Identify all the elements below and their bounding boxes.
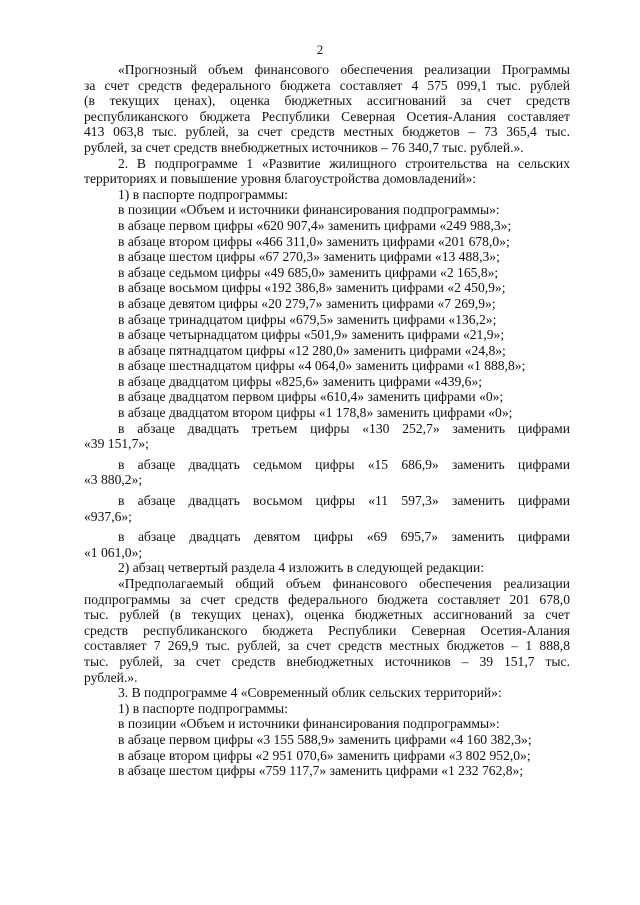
text-line: подпрограммы за счет средств федерального бюджета составляет 201 678,0 <box>84 591 570 607</box>
text-line: в абзаце двадцатом втором цифры «1 178,8» заменить цифрами «0»; <box>118 405 513 421</box>
text-line: в абзаце двадцать девятом цифры «69 695,7» заменить цифрами <box>118 529 570 545</box>
text-line: в абзаце первом цифры «3 155 588,9» заменить цифрами «4 160 382,3»; <box>118 731 532 747</box>
text-line: в абзаце первом цифры «620 907,4» заменить цифрами «249 988,3»; <box>118 217 512 233</box>
text-line: составляет 7 269,9 тыс. рублей, за счет средств местных бюджетов – 1 888,8 <box>84 638 570 654</box>
text-line: в абзаце двадцать восьмом цифры «11 597,3» заменить цифрами <box>118 493 570 509</box>
page-number: 2 <box>316 42 324 57</box>
text-line: 1) в паспорте подпрограммы: <box>118 700 288 716</box>
text-line: 2) абзац четвертый раздела 4 изложить в следующей редакции: <box>118 560 485 576</box>
document-body <box>84 62 570 779</box>
text-line: в абзаце двадцать седьмом цифры «15 686,9» заменить цифрами <box>118 456 570 472</box>
text-line: в абзаце двадцатом первом цифры «610,4» заменить цифрами «0»; <box>118 389 504 405</box>
text-line: рублей.». <box>84 669 138 685</box>
text-line: «3 880,2»; <box>84 472 143 488</box>
text-line: в абзаце двадцатом цифры «825,6» заменить цифрами «439,6»; <box>118 373 483 389</box>
text-line: территориях и повышение уровня благоустройства домовладений»: <box>84 171 477 187</box>
text-line: тыс. рублей, за счет средств внебюджетных источников – 39 151,7 тыс. <box>84 653 570 669</box>
text-line: «Прогнозный объем финансового обеспечения реализации Программы <box>118 62 570 77</box>
text-line: 413 063,8 тыс. рублей, за счет средств местных бюджетов – 73 365,4 тыс. <box>84 124 570 140</box>
text-line: рублей, за счет средств внебюджетных источников – 76 340,7 тыс. рублей.». <box>84 139 524 155</box>
text-line: республиканского бюджета Республики Северная Осетия-Алания составляет <box>84 108 570 124</box>
text-line: в позиции «Объем и источники финансирования подпрограммы»: <box>118 202 500 218</box>
text-line: «1 061,0»; <box>84 544 143 560</box>
text-line: (в текущих ценах), оценка бюджетных ассигнований за счет средств <box>84 93 570 109</box>
text-line: в абзаце седьмом цифры «49 685,0» заменить цифрами «2 165,8»; <box>118 264 499 280</box>
text-line: «Предполагаемый общий объем финансового обеспечения реализации <box>118 576 570 591</box>
text-line: в позиции «Объем и источники финансирования подпрограммы»: <box>118 716 500 732</box>
text-line: за счет средств федерального бюджета составляет 4 575 099,1 тыс. рублей <box>84 77 570 93</box>
text-line: «937,6»; <box>84 508 132 524</box>
text-line: в абзаце шестом цифры «759 117,7» заменить цифрами «1 232 762,8»; <box>118 763 524 779</box>
text-line: в абзаце шестом цифры «67 270,3» заменить цифрами «13 488,3»; <box>118 249 500 265</box>
text-line: 2. В подпрограмме 1 «Развитие жилищного строительства на сельских <box>118 155 570 171</box>
text-line: 1) в паспорте подпрограммы: <box>118 186 288 202</box>
text-line: в абзаце восьмом цифры «192 386,8» заменить цифрами «2 450,9»; <box>118 280 506 296</box>
text-line: в абзаце шестнадцатом цифры «4 064,0» заменить цифрами «1 888,8»; <box>118 358 526 374</box>
text-line: в абзаце втором цифры «2 951 070,6» заменить цифрами «3 802 952,0»; <box>118 747 531 763</box>
text-line: «39 151,7»; <box>84 436 149 452</box>
text-line: в абзаце девятом цифры «20 279,7» заменить цифрами «7 269,9»; <box>118 295 496 311</box>
text-line: в абзаце пятнадцатом цифры «12 280,0» заменить цифрами «24,8»; <box>118 342 506 358</box>
text-line: в абзаце четырнадцатом цифры «501,9» заменить цифрами «21,9»; <box>118 327 505 343</box>
text-line: тыс. рублей (в текущих ценах), оценка бюджетных ассигнований за счет <box>84 607 570 623</box>
text-line: в абзаце втором цифры «466 311,0» заменить цифрами «201 678,0»; <box>118 233 510 249</box>
text-line: 3. В подпрограмме 4 «Современный облик сельских территорий»: <box>118 685 502 701</box>
text-line: в абзаце тринадцатом цифры «679,5» заменить цифрами «136,2»; <box>118 311 497 327</box>
text-line: средств республиканского бюджета Республики Северная Осетия-Алания <box>84 622 570 638</box>
text-line: в абзаце двадцать третьем цифры «130 252,7» заменить цифрами <box>118 420 570 436</box>
